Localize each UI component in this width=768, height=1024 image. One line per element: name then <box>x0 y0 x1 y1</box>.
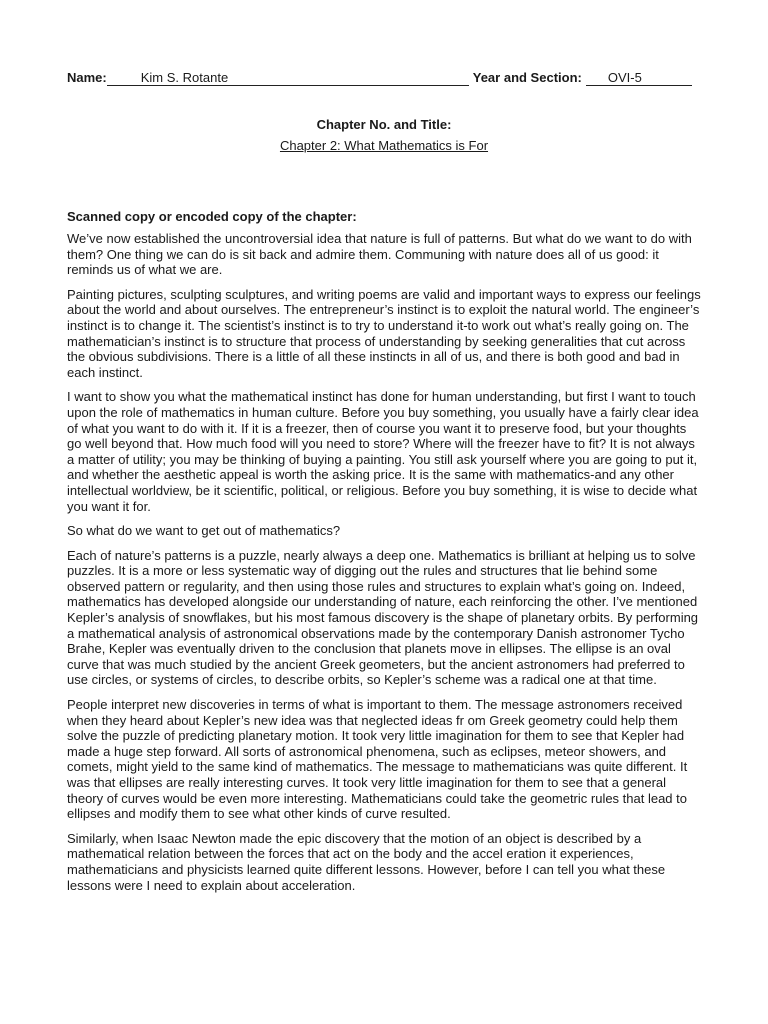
paragraph: Painting pictures, sculpting sculptures, and writing poems are valid and important ways to express our feelings about the world and about ourselves. The entrepreneur’s instinct is to exploit the natural world. The engineer’s instinct is to change it. The scientist’s instinct is to try to understand it-to work out what’s really going on. The mathematician’s instinct is to structure that process of understanding by seeking generalities that cut across the obvious subdivisions. There is a little of all these instincts in all of us, and there is both good and bad in each instinct. <box>67 286 701 380</box>
paragraph: I want to show you what the mathematical instinct has done for human understanding, but first I want to touch upon the role of mathematics in human culture. Before you buy something, you usually have a fairly clear idea of what you want to do with it. If it is a freezer, then of course you want it to preserve food, but your thoughts go well beyond that. How much food will you need to store? Where will the freezer have to fit? It is not always a matter of utility; you may be thinking of buying a painting. You still ask yourself where you are going to put it, and whether the aesthetic appeal is worth the asking price. It is the same with mathematics-and any other intellectual worldview, be it scientific, political, or religious. Before you buy something, it is wise to decide what you want it for. <box>67 389 699 514</box>
paragraph: Each of nature’s patterns is a puzzle, nearly always a deep one. Mathematics is brilliant at helping us to solve puzzles. It is a more or less systematic way of digging out the rules and structures that lie behind some observed pattern or regularity, and then using those rules and structures to explain what’s going on. Indeed, mathematics has developed alongside our understanding of nature, each reinforcing the other. I’ve mentioned Kepler’s analysis of snowflakes, but his most famous discovery is the shape of planetary orbits. By performing a mathematical analysis of astronomical observations made by the contemporary Danish astronomer Tycho Brahe, Kepler was eventually driven to the conclusion that planets move in ellipses. The ellipse is an oval curve that was much studied by the ancient Greek geometers, but the ancient astronomers had preferred to use circles, or systems of circles, to describe orbits, so Kepler’s scheme was a radical one at that time. <box>67 547 699 688</box>
student-info-header <box>67 70 699 86</box>
paragraph: People interpret new discoveries in terms of what is important to them. The message astronomers received when they heard about Kepler’s new idea was that neglected ideas fr om Greek geometry could help them solve the puzzle of predicting planetary motion. It took very little imagination for them to see that Kepler had made a huge step forward. All sorts of astronomical phenomena, such as eclipses, meteor showers, and comets, might yield to the same kind of mathematics. The message to mathematicians was quite different. It was that ellipses are really interesting curves. It took very little imagination for them to see that a general theory of curves would be even more interesting. Mathematicians could take the geometric rules that lead to ellipses and modify them to see what other kinds of curve resulted. <box>67 697 688 822</box>
paragraph: Similarly, when Isaac Newton made the epic discovery that the motion of an object is described by a mathematical relation between the forces that act on the body and the accel eration it experiences, mathematicians and physicists learned quite different lessons. However, before I can tell you what these lessons were I need to explain about acceleration. <box>67 830 666 893</box>
chapter-title: Chapter 2: What Mathematics is For <box>279 138 489 153</box>
chapter-heading: Chapter No. and Title: <box>316 117 452 132</box>
paragraph: We’ve now established the uncontroversial idea that nature is full of patterns. But what do we want to do with them? One thing we can do is sit back and admire them. Communing with nature does all of us good: it reminds us of what we are. <box>67 231 692 278</box>
name-value: Kim S. Rotante <box>107 71 469 86</box>
paragraph: So what do we want to get out of mathematics? <box>67 523 341 539</box>
name-label: Name: <box>67 70 107 85</box>
year-section-value: OVI-5 <box>586 71 692 86</box>
scanned-copy-label: Scanned copy or encoded copy of the chapter: <box>67 209 357 224</box>
chapter-body <box>67 231 703 902</box>
year-section-label: Year and Section: <box>472 70 582 85</box>
chapter-title-line <box>0 138 768 153</box>
